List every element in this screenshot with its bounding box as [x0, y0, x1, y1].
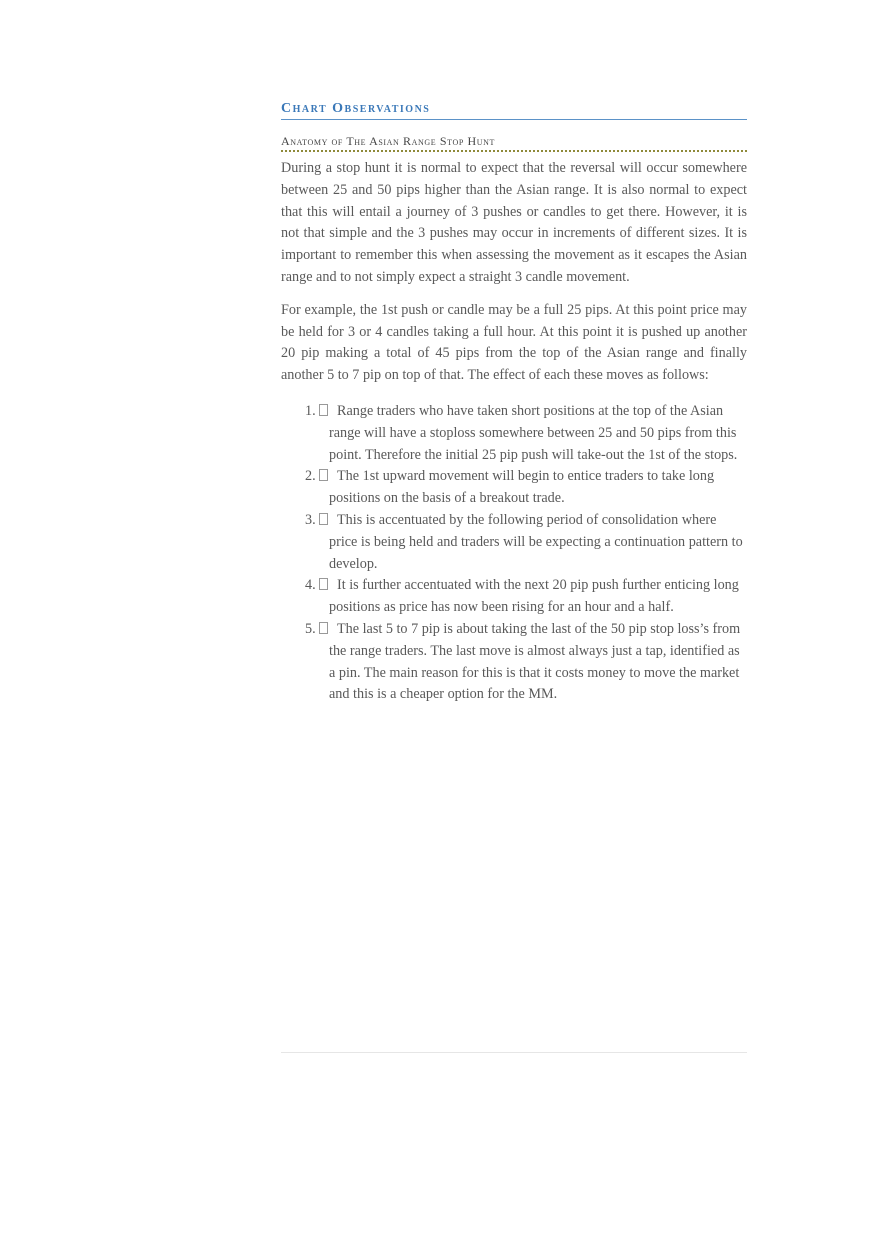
missing-glyph-icon: [319, 404, 328, 416]
list-item-text: This is accentuated by the following period of consolidation where price is being held and traders will be expecting a continuation pattern to develop.: [329, 511, 743, 572]
document-page: [281, 100, 747, 706]
list-item: [305, 575, 747, 619]
list-item: [305, 466, 747, 510]
list-item-number: 2.: [305, 466, 328, 488]
section-subtitle: Anatomy of The Asian Range Stop Hunt: [281, 134, 747, 152]
list-item: [305, 619, 747, 706]
missing-glyph-icon: [319, 469, 328, 481]
list-item-text: It is further accentuated with the next 20 pip push further enticing long positions as price has now been rising for an hour and a half.: [329, 577, 739, 616]
list-item-number: 5.: [305, 619, 328, 641]
list-item-text: Range traders who have taken short positions at the top of the Asian range will have a stoploss somewhere between 25 and 50 pips from this point. Therefore the initial 25 pip push will take-out the 1st of the stops.: [329, 402, 738, 463]
list-item-number: 3.: [305, 510, 328, 532]
list-item: [305, 510, 747, 575]
steps-list: [281, 401, 747, 706]
missing-glyph-icon: [319, 513, 328, 525]
list-item-number: 1.: [305, 401, 328, 423]
list-item-number: 4.: [305, 575, 328, 597]
missing-glyph-icon: [319, 578, 328, 590]
paragraph-example: For example, the 1st push or candle may be a full 25 pips. At this point price may be held for 3 or 4 candles taking a full hour. At this point it is pushed up another 20 pip making a total of 45 pips from the top of the Asian range and finally another 5 to 7 pip on top of that. The effect of each these moves as follows:: [281, 301, 747, 384]
section-title: Chart Observations: [281, 100, 747, 120]
footer-divider: [281, 1052, 747, 1053]
missing-glyph-icon: [319, 622, 328, 634]
list-item-text: The 1st upward movement will begin to entice traders to take long positions on the basis of a breakout trade.: [329, 468, 715, 507]
paragraph-intro: During a stop hunt it is normal to expect that the reversal will occur somewhere between 25 and 50 pips higher than the Asian range. It is also normal to expect that this will entail a journey of 3 pushes or candles to get there. However, it is not that simple and the 3 pushes may occur in increments of different sizes. It is important to remember this when assessing the movement as it escapes the Asian range and to not simply expect a straight 3 candle movement.: [281, 160, 747, 285]
list-item: [305, 401, 747, 466]
list-item-text: The last 5 to 7 pip is about taking the last of the 50 pip stop loss’s from the range traders. The last move is almost always just a tap, identified as a pin. The main reason for this is that it costs money to move the market and this is a cheaper option for the MM.: [329, 620, 741, 703]
